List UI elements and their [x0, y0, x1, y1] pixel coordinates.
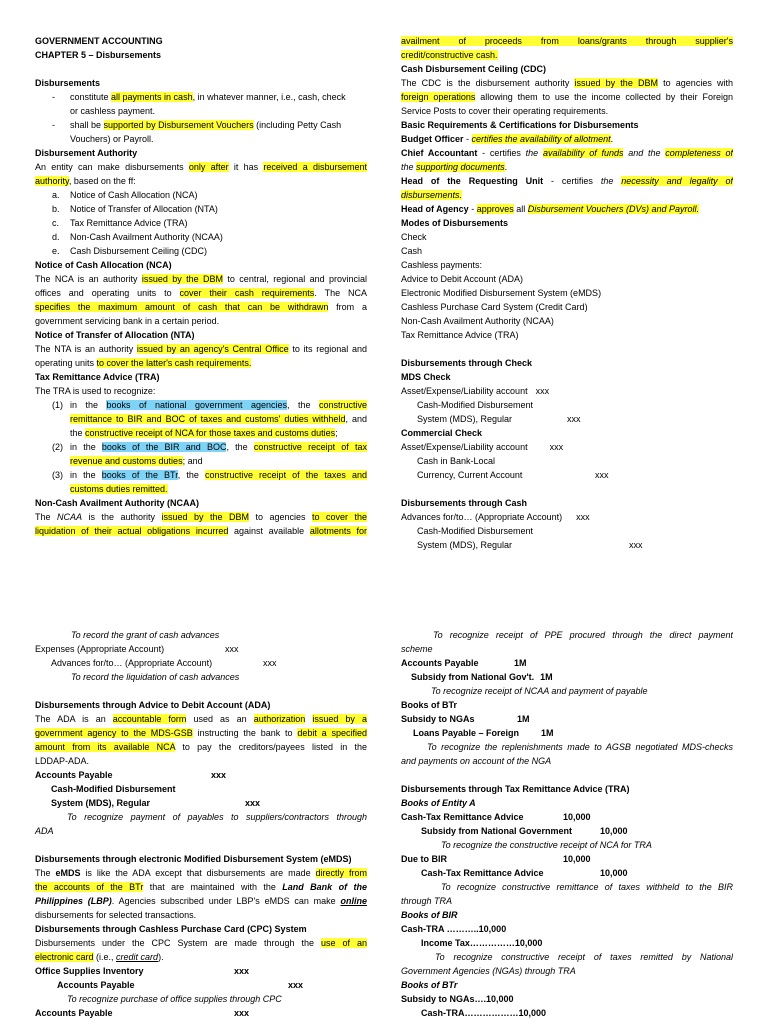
nta-line-2: operating units to cover the latter's cash requirements. — [35, 358, 252, 368]
list-item: Cash — [401, 246, 423, 256]
remark: To recognize receipt of PPE procured through the direct payment — [433, 630, 733, 640]
tra-item-1: (1) in the books of national government agencies, the constructive — [52, 400, 367, 410]
tra-item-2-cont: revenue and customs duties; and — [70, 456, 203, 466]
heading-modes: Modes of Disbursements — [401, 218, 509, 228]
list-item: Advice to Debit Account (ADA) — [401, 274, 524, 284]
chief-accountant-line: Chief Accountant - certifies the availability of funds and the completeness of — [401, 148, 733, 158]
entry-loans-payable: Loans Payable – Foreign 1M — [413, 728, 554, 738]
entry-ap: Accounts Payable 1M — [401, 658, 527, 668]
com-entry-credit-cont: Currency, Current Account xxx — [417, 470, 609, 480]
entry-advances: Advances for/to… (Appropriate Account) xxx — [51, 658, 277, 668]
nca-line-1: The NCA is an authority issued by the DBM to central, regional and provincial — [35, 274, 367, 284]
cpc-line-1: Disbursements under the CPC System are made through the use of an — [35, 938, 367, 948]
com-entry-debit: Asset/Expense/Liability account xxx — [401, 442, 564, 452]
entry-expenses: Expenses (Appropriate Account) xxx — [35, 644, 239, 654]
heading-nta: Notice of Transfer of Allocation (NTA) — [35, 330, 195, 340]
list-item: Electronic Modified Disbursement System (eMDS) — [401, 288, 602, 298]
ada-line-1: The ADA is an accountable form used as an authorization issued by a — [35, 714, 367, 724]
entry-subsidy-ng: Subsidy from National Government 10,000 — [421, 826, 628, 836]
ada-line-4: LDDAP-ADA. — [35, 756, 90, 766]
auth-line-2: authority, based on the ff: — [35, 176, 136, 186]
authority-list — [35, 188, 367, 258]
remark: To recognize purchase of office supplies through CPC — [67, 994, 282, 1004]
remark: To recognize constructive receipt of taxes remitted by National — [435, 952, 733, 962]
cont-line-1: availment of proceeds from loans/grants through supplier's — [401, 36, 733, 46]
cash-entry-debit: Advances for/to… (Appropriate Account) xxx — [401, 512, 590, 522]
remark: To recognize the constructive receipt of NCA for TRA — [441, 840, 652, 850]
entry-income-tax: Income Tax……………10,000 — [421, 938, 543, 948]
remark: To recognize constructive remittance of taxes withheld to the BIR — [441, 882, 733, 892]
books-btr-2: Books of BTr — [401, 980, 458, 990]
list-item: Cashless payments: — [401, 260, 483, 270]
tra-item-3: (3) in the books of the BTr, the constructive receipt of the taxes and — [52, 470, 367, 480]
com-entry-credit: Cash in Bank-Local — [417, 456, 496, 466]
cpc-line-2: electronic card (i.e., credit card). — [35, 952, 164, 962]
column-top-left — [35, 34, 367, 538]
books-bir: Books of BIR — [401, 910, 458, 920]
modes-list — [401, 230, 733, 342]
entry-subsidy-ngas-2: Subsidy to NGAs….10,000 — [401, 994, 514, 1004]
list-item: b. Notice of Transfer of Allocation (NTA) — [52, 204, 218, 214]
entry-subsidy-ngas: Subsidy to NGAs 1M — [401, 714, 530, 724]
cash-entry-credit: Cash-Modified Disbursement — [417, 526, 534, 536]
head-requesting-cont: disbursements. — [401, 190, 463, 200]
heading-mds-check: MDS Check — [401, 372, 451, 382]
entry-ap-1: Accounts Payable xxx — [35, 770, 227, 780]
entry-due-bir: Due to BIR 10,000 — [401, 854, 591, 864]
nta-line-1: The NTA is an authority issued by an agency's Central Office to its regional and — [35, 344, 367, 354]
mds-entry-debit: Asset/Expense/Liability account xxx — [401, 386, 550, 396]
heading-tra: Tax Remittance Advice (TRA) — [35, 372, 160, 382]
chief-accountant-cont: the supporting documents. — [401, 162, 508, 172]
mds-entry-credit: Cash-Modified Disbursement — [417, 400, 534, 410]
list-item: a. Notice of Cash Allocation (NCA) — [52, 190, 198, 200]
remark: To recognize the replenishments made to AGSB negotiated MDS-checks — [427, 742, 733, 752]
budget-officer-line: Budget Officer - certifies the availability of allotment. — [401, 134, 614, 144]
remark-cont: and payments on account of the NGA — [401, 756, 552, 766]
cash-entry-credit-cont: System (MDS), Regular xxx — [417, 540, 643, 550]
bullet-1: - constitute all payments in cash, in whatever manner, i.e., cash, check — [52, 92, 346, 102]
remark-cont: scheme — [401, 644, 433, 654]
tra-intro: The TRA is used to recognize: — [35, 386, 156, 396]
books-btr: Books of BTr — [401, 700, 458, 710]
bullet-1-cont: or cashless payment. — [70, 106, 156, 116]
heading-cash: Disbursements through Cash — [401, 498, 528, 508]
heading-ncaa: Non-Cash Availment Authority (NCAA) — [35, 498, 199, 508]
heading-disbursements: Disbursements — [35, 78, 101, 88]
emds-line-3: Philippines (LBP). Agencies subscribed under LBP's eMDS can make online — [35, 896, 367, 906]
column-bottom-left — [35, 628, 367, 1020]
cdc-line-1: The CDC is the disbursement authority issued by the DBM to agencies with — [401, 78, 733, 88]
remark: To recognize payment of payables to suppliers/contractors through — [67, 812, 367, 822]
entry-osi: Office Supplies Inventory xxx — [35, 966, 250, 976]
entry-cash-mds: Cash-Modified Disbursement — [51, 784, 176, 794]
heading-commercial-check: Commercial Check — [401, 428, 483, 438]
bullet-2: - shall be supported by Disbursement Vouchers (including Petty Cash — [52, 120, 342, 130]
emds-line-2: the accounts of the BTr that are maintained with the Land Bank of the — [35, 882, 367, 892]
heading-cdc: Cash Disbursement Ceiling (CDC) — [401, 64, 547, 74]
books-entity-a: Books of Entity A — [401, 798, 476, 808]
tra-list — [35, 398, 367, 496]
emds-line-1: The eMDS is like the ADA except that disbursements are made directly from — [35, 868, 367, 878]
remark-cont: through TRA — [401, 896, 453, 906]
entry-cash-mds-cont: System (MDS), Regular xxx — [51, 798, 261, 808]
entry-cash-tra: Cash-Tax Remittance Advice 10,000 — [401, 812, 591, 822]
ada-line-2: government agency to the MDS-GSB instructing the bank to debit a specified — [35, 728, 367, 738]
column-top-right — [401, 34, 733, 552]
list-item: Non-Cash Availment Authority (NCAA) — [401, 316, 554, 326]
list-item: d. Non-Cash Availment Authority (NCAA) — [52, 232, 223, 242]
list-item: Check — [401, 232, 427, 242]
list-item: c. Tax Remittance Advice (TRA) — [52, 218, 188, 228]
list-item: Tax Remittance Advice (TRA) — [401, 330, 519, 340]
heading-check: Disbursements through Check — [401, 358, 533, 368]
cdc-line-2: foreign operations allowing them to use the income collected by their Foreign — [401, 92, 733, 102]
remark: To recognize receipt of NCAA and payment of payable — [431, 686, 648, 696]
ncaa-line-2: liquidation of their actual obligations incurred against available allotments for — [35, 526, 367, 536]
head-requesting-line: Head of the Requesting Unit - certifies the necessity and legality of — [401, 176, 733, 186]
remark-cont: ADA — [35, 826, 54, 836]
tra-item-1-cont2: the constructive receipt of NCA for those taxes and customs duties; — [70, 428, 338, 438]
entry-cash-tra-2: Cash-Tax Remittance Advice 10,000 — [421, 868, 628, 878]
list-item: Cashless Purchase Card System (Credit Card) — [401, 302, 588, 312]
auth-line-1: An entity can make disbursements only after it has received a disbursement — [35, 162, 367, 172]
tra-item-2: (2) in the books of the BIR and BOC, the constructive receipt of tax — [52, 442, 367, 452]
nca-line-4: government servicing bank in a certain period. — [35, 316, 220, 326]
bullet-2-cont: Vouchers) or Payroll. — [70, 134, 154, 144]
heading-cpc: Disbursements through Cashless Purchase Card (CPC) System — [35, 924, 307, 934]
cdc-line-3: Service Posts to cover their operating requirements. — [401, 106, 609, 116]
heading-requirements: Basic Requirements & Certifications for Disbursements — [401, 120, 639, 130]
chapter-title: CHAPTER 5 – Disbursements — [35, 50, 162, 60]
cont-line-2: credit/constructive cash. — [401, 50, 498, 60]
entry-ap-3: Accounts Payable xxx — [35, 1008, 250, 1018]
ada-line-3: amount from its available NCA to pay the creditors/payees listed in the — [35, 742, 367, 752]
heading-nca: Notice of Cash Allocation (NCA) — [35, 260, 172, 270]
remark: To record the grant of cash advances — [71, 630, 220, 640]
doc-title: GOVERNMENT ACCOUNTING — [35, 36, 163, 46]
heading-disbursement-authority: Disbursement Authority — [35, 148, 138, 158]
heading-emds: Disbursements through electronic Modified Disbursement System (eMDS) — [35, 854, 352, 864]
heading-ada: Disbursements through Advice to Debit Account (ADA) — [35, 700, 271, 710]
mds-entry-credit-cont: System (MDS), Regular xxx — [417, 414, 581, 424]
remark: To record the liquidation of cash advances — [71, 672, 240, 682]
entry-cash-tra-3: Cash-TRA ………..10,000 — [401, 924, 507, 934]
nca-line-2: offices and operating units to cover their cash requirements. The NCA — [35, 288, 367, 298]
column-bottom-right — [401, 628, 733, 1020]
ncaa-line-1: The NCAA is the authority issued by the DBM to agencies to cover the — [35, 512, 367, 522]
entry-cash-tra-4: Cash-TRA………………10,000 — [421, 1008, 547, 1018]
emds-line-4: disbursements for selected transactions. — [35, 910, 197, 920]
entry-ap-2: Accounts Payable xxx — [57, 980, 304, 990]
remark-cont: Government Agencies (NGAs) through TRA — [401, 966, 576, 976]
tra-item-1-cont: remittance to BIR and BOC of taxes and customs' duties withheld, and — [70, 414, 367, 424]
tra-item-3-cont: customs duties remitted. — [70, 484, 168, 494]
nca-line-3: specifies the maximum amount of cash that can be withdrawn from a — [35, 302, 367, 312]
head-agency-line: Head of Agency - approves all Disbursement Vouchers (DVs) and Payroll. — [401, 204, 699, 214]
heading-tra-disb: Disbursements through Tax Remittance Advice (TRA) — [401, 784, 630, 794]
list-item: e. Cash Disbursement Ceiling (CDC) — [52, 246, 208, 256]
entry-subsidy: Subsidy from National Gov't. 1M — [411, 672, 553, 682]
